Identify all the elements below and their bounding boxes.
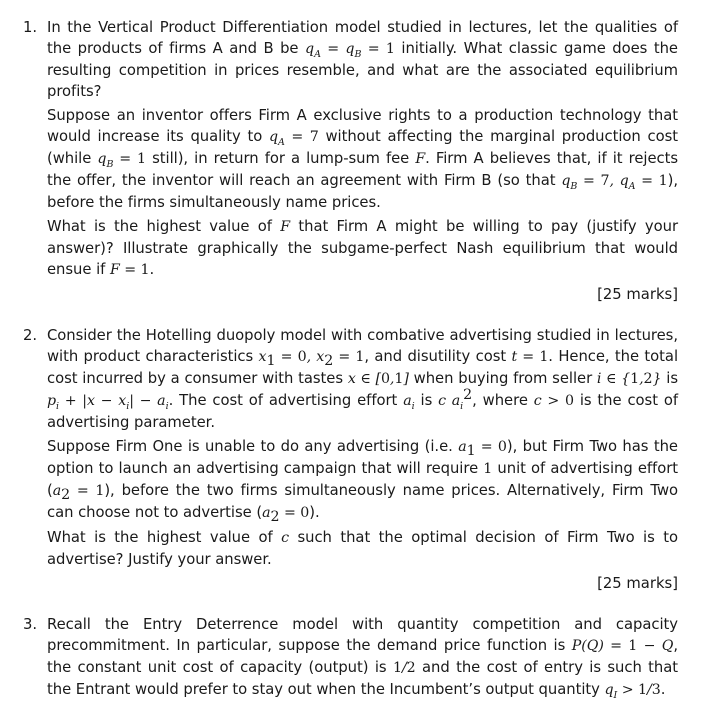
text: Recall the Entry Deterrence model with quantity competition and capacity precommitment. In particular, suppose the demand price function is	[47, 616, 678, 654]
math: 1/2	[392, 660, 416, 676]
text: is	[414, 392, 439, 409]
text: without affecting the marginal production cost (while	[47, 128, 678, 167]
math: $q_B = 7$, $q_A = 1$	[561, 173, 668, 192]
text: Suppose Firm One is unable to do any advertising (i.e.	[47, 438, 459, 455]
text: What is the highest value of	[47, 218, 281, 235]
question-2-paragraph-3	[47, 527, 678, 570]
question-3	[0, 614, 678, 701]
question-2-paragraph-1	[47, 325, 678, 433]
math: $x_1 = 0$, $x_2 = 1$	[258, 349, 365, 369]
marks-label: [25 marks]	[597, 575, 678, 592]
text: , where	[472, 392, 534, 409]
text: . Hence, the total cost incurred by a consumer with tastes	[47, 348, 679, 387]
math: i ∈ {1,2}	[596, 371, 662, 387]
math: $q_I > 1/3$	[604, 682, 661, 701]
math: $p_i + |x - x_i| - a_i$	[47, 393, 169, 412]
question-2	[0, 325, 678, 594]
text: and the cost of entry is such that the Entrant would prefer to stay out when the Incumbent’s output quantity	[47, 659, 679, 698]
math: x ∈ [0,1]	[347, 371, 409, 387]
text: still), in return for a lump-sum fee	[146, 150, 416, 167]
text: ).	[309, 504, 320, 521]
text: Consider the Hotelling duopoly model with combative advertising studied in lectures, with product characteristics	[47, 327, 678, 365]
text: is	[661, 370, 679, 387]
text: .	[149, 261, 155, 278]
text: ), but Firm Two has the option to launch an advertising campaign that will require	[47, 438, 678, 477]
text: What is the highest value of	[47, 529, 282, 546]
question-number: 2.	[23, 327, 38, 344]
text: unit of advertising effort (	[47, 460, 678, 499]
text: ), before the two firms simultaneously name prices. Alternatively, Firm Two can choose not to advertise (	[47, 482, 678, 521]
text: initially. What classic game does the resulting competition in prices resemble, and what are the associated equilibrium profits?	[47, 40, 678, 100]
text: , the constant unit cost of capacity (output) is	[47, 637, 678, 676]
math: P(Q) = 1 − Q	[571, 638, 674, 654]
text: In the Vertical Product Differentiation model studied in lectures, let the qualities of the products of firms A and B be	[47, 19, 678, 57]
question-2-paragraph-2	[47, 436, 678, 524]
math: $q_A = q_B = 1$	[305, 41, 395, 60]
math: $a_2 = 1$	[52, 483, 105, 503]
text: is the cost of advertising parameter.	[47, 392, 679, 431]
text: . The cost of advertising effort	[168, 392, 404, 409]
text: such that the optimal decision of Firm Two is to advertise? Justify your answer.	[47, 529, 678, 568]
text: .	[660, 681, 666, 698]
question-1-paragraph-1	[47, 17, 678, 102]
text: when buying from seller	[408, 370, 597, 387]
text: Suppose an inventor offers Firm A exclusive rights to a production technology that would increase its quality to	[47, 107, 678, 145]
math: t = 1	[511, 349, 549, 365]
question-number: 3.	[23, 616, 38, 633]
math: c $a_i^2$	[438, 387, 473, 412]
text: ), before the firms simultaneously name prices.	[47, 172, 678, 211]
math: c	[281, 530, 290, 546]
question-number: 1.	[23, 19, 38, 36]
math: F = 1	[109, 262, 150, 278]
math: $a_2 = 0$	[262, 505, 310, 525]
math: $q_B = 1$	[97, 151, 147, 170]
math: $a_1 = 0$	[458, 439, 507, 459]
question-1	[0, 17, 678, 305]
math: F	[415, 151, 426, 167]
question-1-paragraph-2	[47, 105, 678, 213]
text: that Firm A might be willing to pay (justify your answer)? Illustrate graphically the subgame-perfect Nash equilibrium that would ensue if	[47, 218, 678, 278]
math: $q_A = 7$	[268, 129, 319, 148]
math: $a_i$	[403, 393, 415, 412]
text: , and disutility cost	[364, 348, 512, 365]
question-1-paragraph-3	[47, 216, 678, 281]
question-3-paragraph-1	[47, 614, 678, 701]
math: F	[280, 219, 291, 235]
marks-label: [25 marks]	[597, 286, 678, 303]
math: 1	[483, 461, 493, 477]
text: . Firm A believes that, if it rejects the offer, the inventor will reach an agreement with Firm B (so that	[47, 150, 678, 189]
math: c > 0	[533, 393, 574, 409]
